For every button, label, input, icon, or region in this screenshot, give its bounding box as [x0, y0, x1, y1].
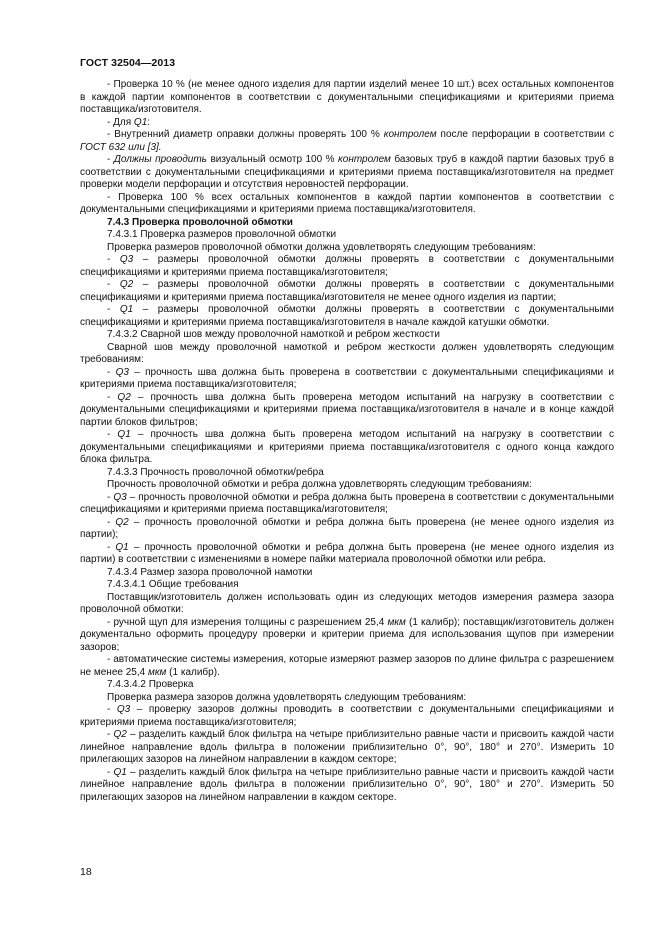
paragraph-p15	[80, 392, 614, 430]
text-run: -	[107, 766, 114, 778]
text-run: – прочность проволочной обмотки и ребра должна быть проверена (не менее одного изделия из партии) в соответствии с изменениями в номере пайки материала проволочной обмотки или ребра.	[80, 541, 614, 565]
italic-term: Должны проводить	[113, 154, 207, 165]
text-run: -	[107, 541, 116, 553]
paragraph-p16	[80, 429, 614, 467]
paragraph-p1	[80, 79, 614, 117]
italic-term: Q1	[115, 541, 129, 553]
text-run: - ручной щуп для измерения толщины с разрешением 25,4	[107, 616, 388, 628]
text-run: (1 калибр); поставщик/изготовитель должен документально оформить процедуру проверки и критерии приема для использования щупов при измерении зазоров;	[80, 616, 614, 653]
paragraph-p29	[80, 704, 614, 729]
text-run: -	[107, 704, 117, 715]
paragraph-p26	[80, 654, 614, 679]
text-run: – проверку зазоров должны проводить в соответствии с документальными спецификациями и критериями приема поставщика/изготовителя;	[80, 704, 614, 728]
document-body	[80, 79, 614, 804]
text-run: – прочность шва должна быть проверена методом испытаний на нагрузку в соответствии с документальными спецификациями и критериями приема поставщика/изготовителя в начале и в конце каждой партии блоков фильтров;	[80, 391, 614, 428]
text-run: -	[107, 516, 116, 528]
paragraph-p12	[80, 329, 614, 342]
paragraph-p8	[80, 242, 614, 255]
paragraph-p6	[80, 217, 614, 230]
text-run: после перфорации в соответствии с	[436, 129, 614, 140]
italic-term: Q3	[119, 254, 134, 265]
text-run: Поставщик/изготовитель должен использовать один из следующих методов измерения размера зазора проволочной обмотки:	[80, 591, 614, 615]
text-run: :	[147, 116, 151, 128]
text-run: -	[107, 491, 114, 503]
paragraph-p24	[80, 592, 614, 617]
text-run: – размеры проволочной обмотки должны проверять в соответствии с документальными спецификациями и критериями приема поставщика/изготовителя не менее одного изделия из партии;	[80, 279, 615, 303]
text-run: (1 калибр).	[166, 666, 220, 678]
text-run: базовых труб в каждой партии базовых труб в соответствии с документальными спецификациями и критериями приема поставщика/изготовителя на предмет проверки модели перфорации и отсутствия неровностей перфорации.	[80, 154, 615, 190]
paragraph-p13	[80, 342, 614, 367]
paragraph-p9	[80, 254, 614, 279]
italic-term: Q1	[117, 429, 131, 440]
text-run: – разделить каждый блок фильтра на четыре приблизительно равные части и присвоить каждой части линейное направление вдоль фильтра в положении приблизительно 0°, 90°, 180° и 270°. Измерить 50 прилегающих зазоров на линейном направлении в каждом секторе.	[80, 766, 615, 803]
italic-term: Q1	[113, 766, 127, 778]
italic-term: Q1	[133, 116, 148, 128]
text-run: 7.4.3.4.1 Общие требования	[107, 579, 239, 590]
text-run: 7.4.3.4 Размер зазора проволочной намотки	[107, 566, 313, 578]
italic-term: Q1	[119, 304, 134, 315]
italic-term: Q3	[113, 491, 127, 503]
paragraph-p10	[80, 279, 614, 304]
page-number: 18	[80, 866, 92, 878]
italic-term: Q2	[119, 279, 134, 290]
paragraph-p28	[80, 692, 614, 705]
text-run: Проверка размера зазоров должна удовлетворять следующим требованиям:	[107, 691, 467, 703]
text-run: - Проверка 100 % всех остальных компонентов в каждой партии компонентов в соответствии с документальными спецификациями и критериями приема поставщика/изготовителя.	[80, 191, 614, 215]
text-run: 7.4.3.2 Сварной шов между проволочной намоткой и ребром жесткости	[107, 329, 440, 340]
text-run: - Проверка 10 % (не менее одного изделия для партии изделий менее 10 шт.) всех остальных компонентов в каждой партии компонентов в соответствии с документальными спецификациями и критериями приема поставщика/изготовителя.	[80, 79, 614, 115]
paragraph-p22	[80, 567, 614, 580]
paragraph-p7	[80, 229, 614, 242]
paragraph-p18	[80, 479, 614, 492]
text-run: -	[107, 279, 120, 290]
italic-term: Q3	[115, 366, 129, 378]
text-run: Проверка размеров проволочной обмотки должна удовлетворять следующим требованиям:	[107, 241, 536, 253]
text-run: 7.4.3.1 Проверка размеров проволочной обмотки	[107, 229, 337, 240]
paragraph-p2	[80, 117, 614, 130]
text-run: – размеры проволочной обмотки должны проверять в соответствии с документальными спецификациями и критериями приема поставщика/изготовителя в начале каждой катушки обмотки.	[80, 304, 615, 328]
text-run: 7.4.3.4.2 Проверка	[107, 679, 194, 690]
paragraph-p20	[80, 517, 614, 542]
italic-term: Q3	[116, 704, 131, 715]
text-run: Прочность проволочной обмотки и ребра должна удовлетворять следующим требованиям:	[107, 479, 532, 490]
text-run: 7.4.3 Проверка проволочной обмотки	[107, 216, 293, 228]
paragraph-p3	[80, 129, 614, 154]
text-run: Сварной шов между проволочной намоткой и ребром жесткости должен удовлетворять следующим требованиям:	[80, 341, 614, 365]
text-run: - Для	[107, 116, 134, 128]
paragraph-p19	[80, 492, 614, 517]
paragraph-p17	[80, 467, 614, 480]
paragraph-p23	[80, 579, 614, 592]
text-run: – прочность шва должна быть проверена в соответствии с документальными спецификациями и критериями приема поставщика/изготовителя;	[80, 366, 615, 390]
text-run: – прочность проволочной обмотки и ребра должна быть проверена (не менее одного изделия из партии);	[80, 516, 614, 540]
paragraph-p31	[80, 767, 614, 805]
text-run: визуальный осмотр 100 %	[206, 154, 339, 165]
paragraph-p27	[80, 679, 614, 692]
italic-term: контролем	[383, 129, 437, 140]
text-run: - Внутренний диаметр оправки должны проверять 100 %	[107, 129, 384, 140]
italic-term: контролем	[338, 154, 391, 165]
italic-term: мкм	[387, 616, 406, 628]
paragraph-p11	[80, 304, 614, 329]
paragraph-p25	[80, 617, 614, 655]
text-run: -	[107, 154, 114, 165]
text-run: 7.4.3.3 Прочность проволочной обмотки/ребра	[107, 466, 324, 478]
italic-term: ГОСТ 632 или [3].	[80, 141, 162, 153]
text-run: -	[107, 304, 120, 315]
text-run: -	[107, 254, 120, 265]
paragraph-p14	[80, 367, 614, 392]
italic-term: Q2	[113, 729, 127, 740]
italic-term: Q2	[117, 391, 131, 403]
italic-term: Q2	[115, 516, 129, 528]
document-header: ГОСТ 32504—2013	[80, 57, 176, 69]
paragraph-p4	[80, 154, 614, 192]
text-run: -	[107, 391, 118, 403]
paragraph-p5	[80, 192, 614, 217]
text-run: – размеры проволочной обмотки должны проверять в соответствии с документальными спецификациями и критериями приема поставщика/изготовителя;	[80, 254, 615, 278]
text-run: – прочность шва должна быть проверена методом испытаний на нагрузку в соответствии с документальными спецификациями и критериями приема поставщика/изготовителя с одного конца каждого блока фильтра.	[80, 429, 614, 465]
paragraph-p30	[80, 729, 614, 767]
text-run: -	[107, 366, 116, 378]
text-run: – разделить каждый блок фильтра на четыре приблизительно равные части и присвоить каждой части линейное направление вдоль фильтра в положении приблизительно 0°, 90°, 180° и 270°. Измерить 10 прилегающих зазоров на линейном направлении в каждом секторе;	[80, 729, 615, 765]
italic-term: мкм	[147, 666, 167, 678]
paragraph-p21	[80, 542, 614, 567]
text-run: - автоматические системы измерения, которые измеряют размер зазоров по длине фильтра с разрешением не менее 25,4	[80, 654, 614, 678]
text-run: -	[107, 729, 114, 740]
text-run: -	[107, 429, 118, 440]
text-run: – прочность проволочной обмотки и ребра должна быть проверена в соответствии с документальными спецификациями и критериями приема поставщика/изготовителя;	[80, 491, 615, 515]
